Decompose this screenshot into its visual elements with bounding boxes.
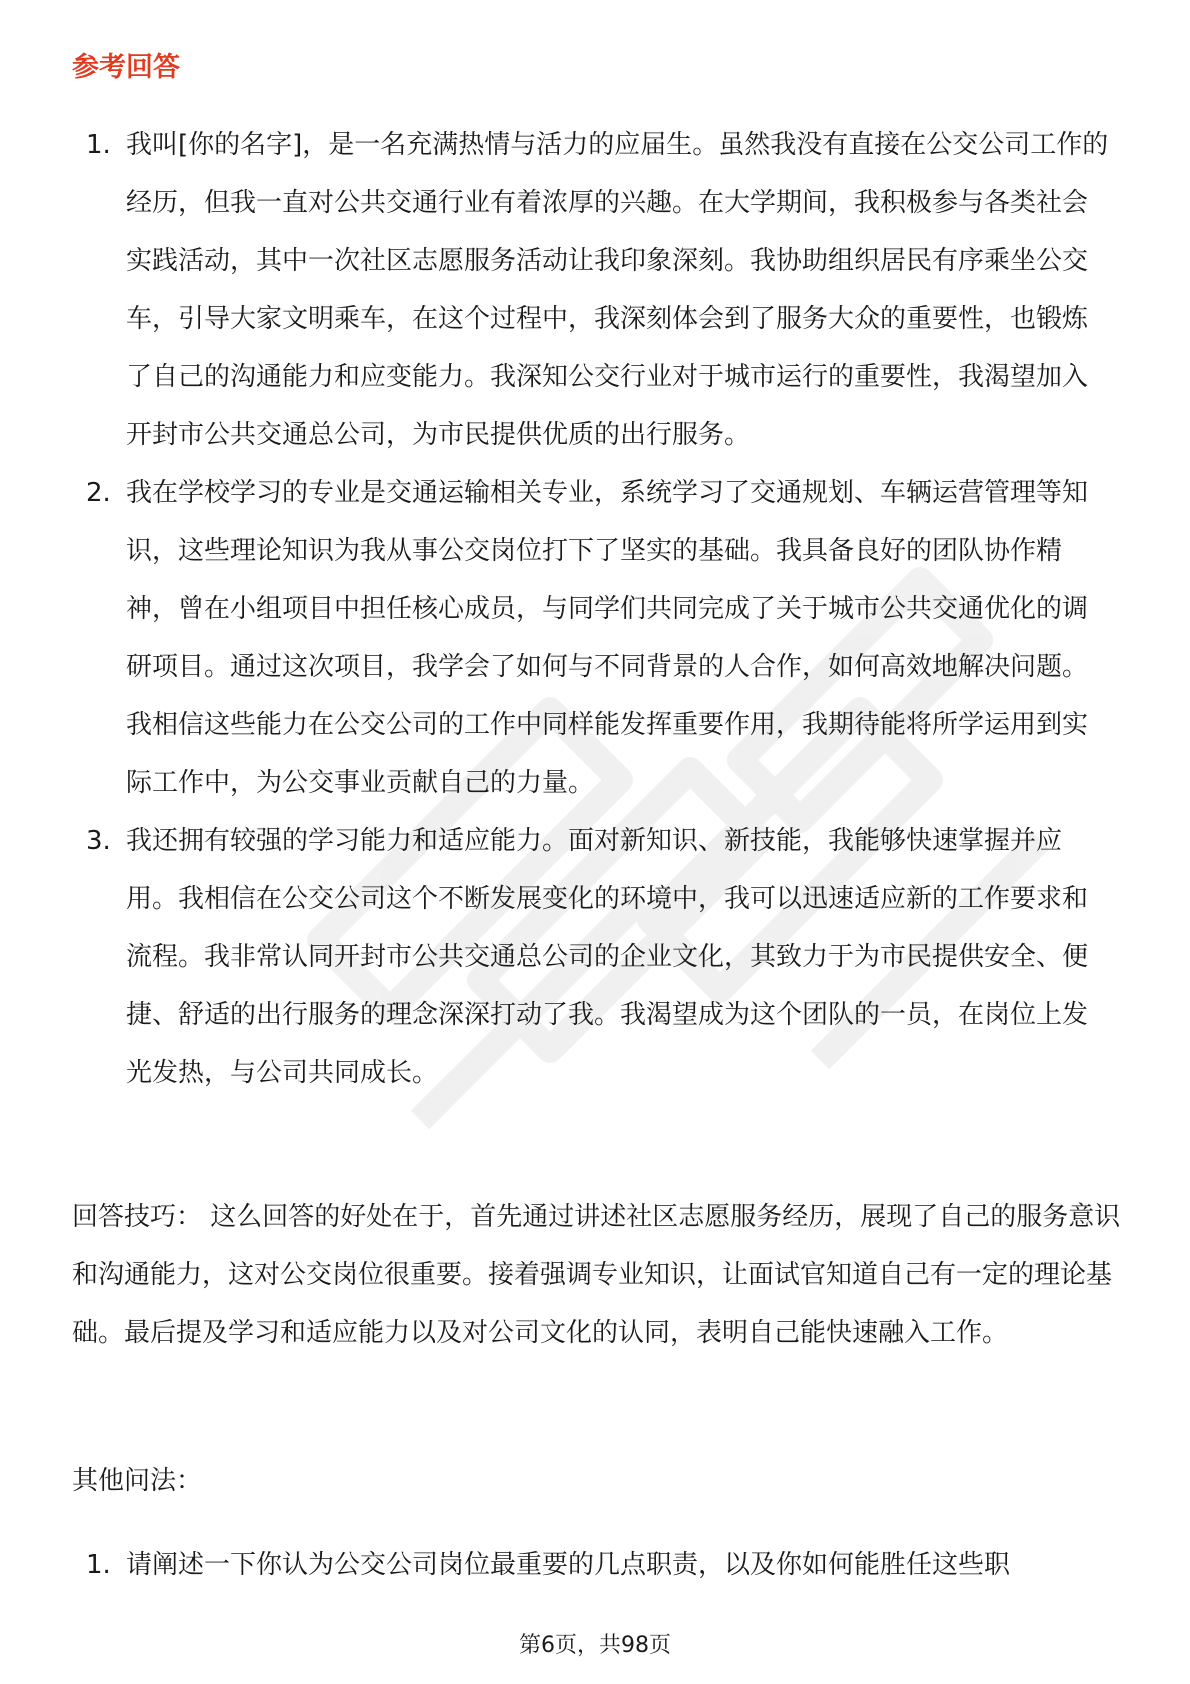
answer-text: 我叫[你的名字]，是一名充满热情与活力的应届生。虽然我没有直接在公交公司工作的经历，但我一直对公共交通行业有着浓厚的兴趣。在大学期间，我积极参与各类社会实践活动，其中一次社区志愿服务活动让我印象深刻。我协助组织居民有序乘坐公交车，引导大家文明乘车，在这个过程中，我深刻体会到了服务大众的重要性，也锻炼了自己的沟通能力和应变能力。我深知公交行业对于城市运行的重要性，我渴望加入开封市公共交通总公司，为市民提供优质的出行服务。 [126,130,1109,450]
other-questions-title: 其他问法： [72,1466,203,1496]
page-footer: 第6页，共98页 [519,1633,671,1658]
answer-text: 我还拥有较强的学习能力和适应能力。面对新知识、新技能，我能够快速掌握并应用。我相信在公交公司这个不断发展变化的环境中，我可以迅速适应新的工作要求和流程。我非常认同开封市公共交通总公司的企业文化，其致力于为市民提供安全、便捷、舒适的出行服务的理念深深打动了我。我渴望成为这个团队的一员，在岗位上发光发热，与公司共同成长。 [126,826,1089,1088]
other-question-item-1 [72,1536,1112,1594]
list-number: 3. [86,826,111,856]
list-number: 2. [86,478,111,508]
answer-item-3 [72,812,1112,1102]
other-questions-list [72,1536,1112,1594]
answer-text: 我在学校学习的专业是交通运输相关专业，系统学习了交通规划、车辆运营管理等知识，这些理论知识为我从事公交岗位打下了坚实的基础。我具备良好的团队协作精神，曾在小组项目中担任核心成员，与同学们共同完成了关于城市公共交通优化的调研项目。通过这次项目，我学会了如何与不同背景的人合作，如何高效地解决问题。我相信这些能力在公交公司的工作中同样能发挥重要作用，我期待能将所学运用到实际工作中，为公交事业贡献自己的力量。 [126,478,1089,798]
list-number: 1. [86,1550,111,1580]
answer-item-2 [72,464,1112,812]
section-title: 参考回答 [72,52,180,83]
answer-list [72,116,1112,1102]
list-number: 1. [86,130,111,160]
question-text: 请阐述一下你认为公交公司岗位最重要的几点职责，以及你如何能胜任这些职 [126,1550,1011,1580]
answer-tips: 回答技巧： 这么回答的好处在于，首先通过讲述社区志愿服务经历，展现了自己的服务意识和沟通能力，这对公交岗位很重要。接着强调专业知识，让面试官知道自己有一定的理论基础。最后提及学习和适应能力以及对公司文化的认同，表明自己能快速融入工作。 [72,1202,1121,1348]
answer-item-1 [72,116,1112,464]
